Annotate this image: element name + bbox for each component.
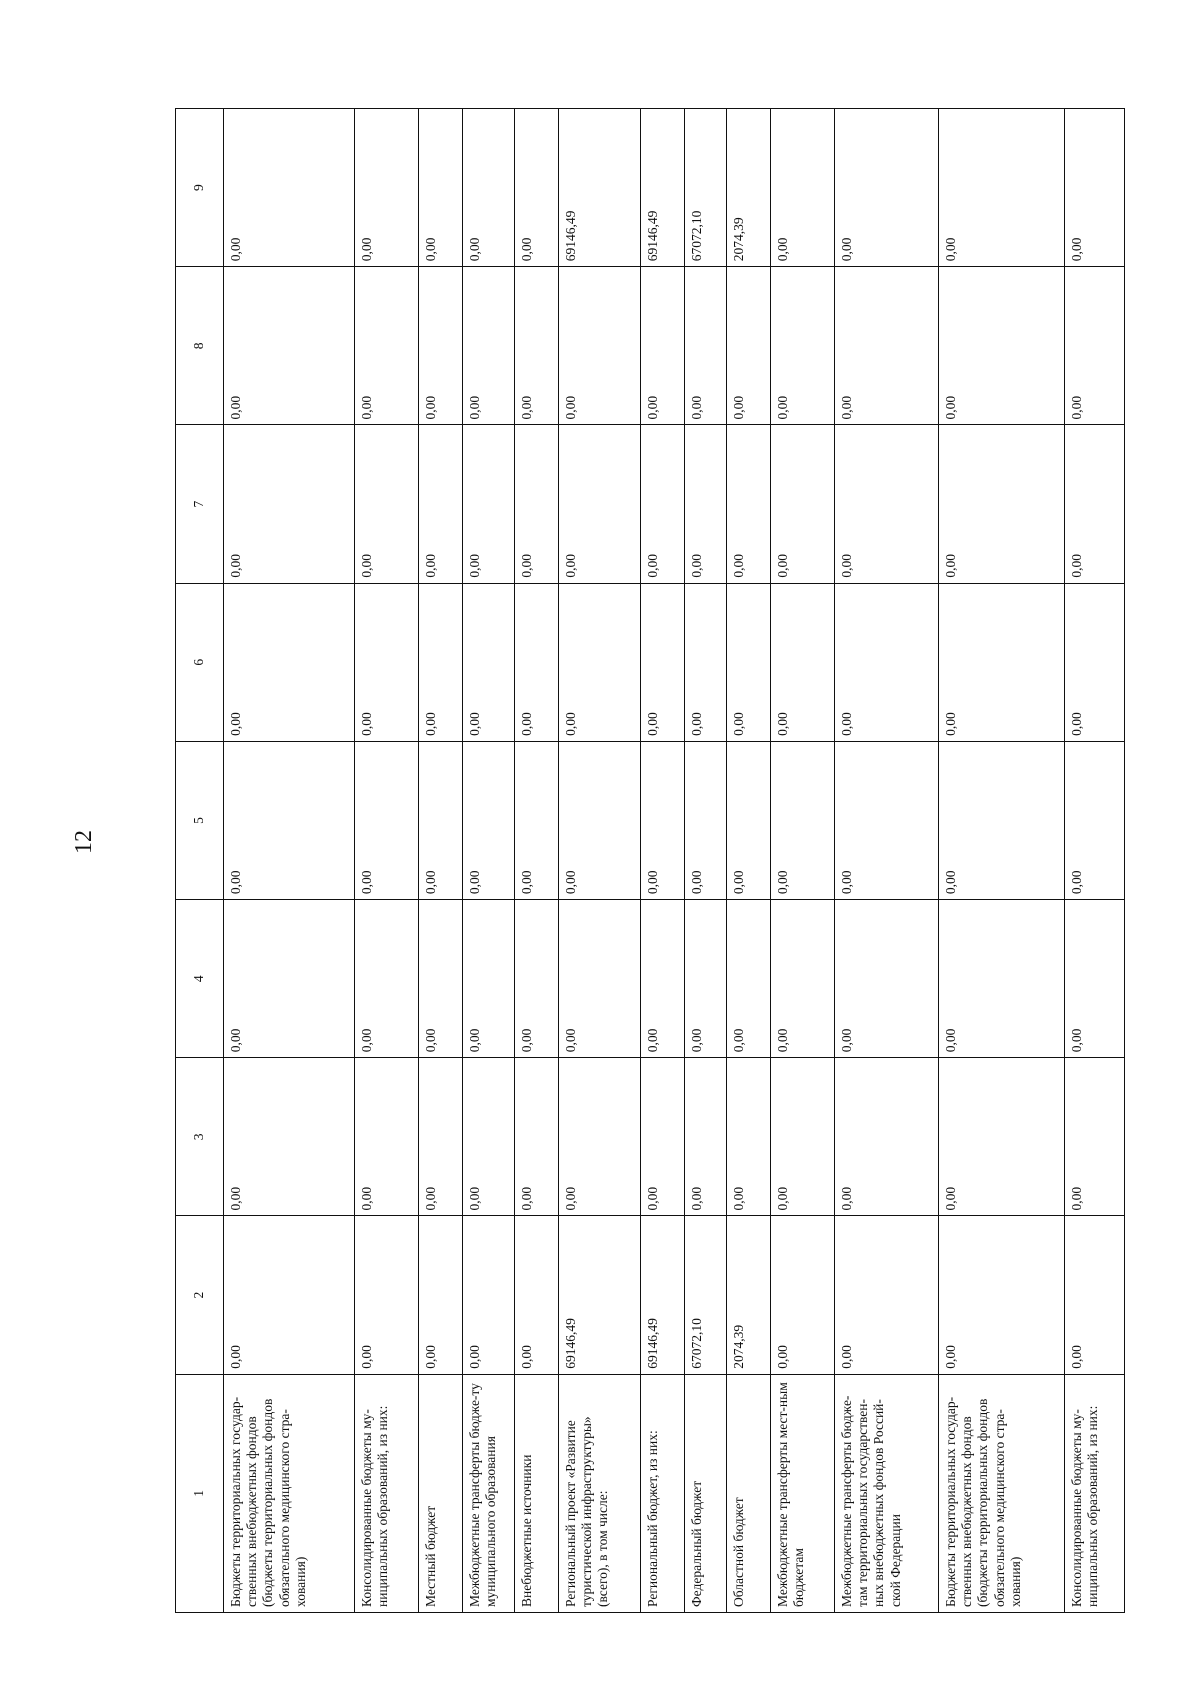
table-cell: 0,00 xyxy=(835,267,939,425)
table-cell: 0,00 xyxy=(727,741,771,899)
row-label: Консолидированные бюджеты му-ниципальных образований, из них: xyxy=(355,1374,419,1612)
table-row xyxy=(835,109,939,1613)
table-cell: 0,00 xyxy=(835,1058,939,1216)
table-cell: 0,00 xyxy=(224,1216,355,1374)
table-cell: 0,00 xyxy=(515,583,559,741)
table-cell: 0,00 xyxy=(355,583,419,741)
table-cell: 0,00 xyxy=(419,1216,463,1374)
table-cell: 0,00 xyxy=(355,109,419,267)
table-cell: 0,00 xyxy=(419,741,463,899)
table-cell: 0,00 xyxy=(224,425,355,583)
table-cell: 0,00 xyxy=(224,900,355,1058)
table-cell: 0,00 xyxy=(463,425,515,583)
table-cell: 0,00 xyxy=(835,741,939,899)
table-cell: 0,00 xyxy=(463,900,515,1058)
table-cell: 0,00 xyxy=(771,900,835,1058)
table-cell: 0,00 xyxy=(939,900,1065,1058)
table-cell: 0,00 xyxy=(835,1216,939,1374)
table-cell: 0,00 xyxy=(641,583,685,741)
table-row xyxy=(727,109,771,1613)
column-header: 7 xyxy=(176,425,224,583)
table-cell: 0,00 xyxy=(939,1216,1065,1374)
table-cell: 0,00 xyxy=(685,425,727,583)
table-cell: 0,00 xyxy=(835,583,939,741)
row-label: Бюджеты территориальных государ-ственных внебюджетных фондов (бюджеты территориальных фондов обязательного медицинского стра-хования) xyxy=(939,1374,1065,1612)
table-cell: 0,00 xyxy=(939,583,1065,741)
table-cell: 0,00 xyxy=(224,1058,355,1216)
row-label: Межбюджетные трансферты бюдже-там территориальных государствен-ных внебюджетных фондов Россий-ской Федерации xyxy=(835,1374,939,1612)
row-label: Региональный бюджет, из них: xyxy=(641,1374,685,1612)
table-cell: 0,00 xyxy=(515,741,559,899)
table-cell: 67072,10 xyxy=(685,109,727,267)
table-row xyxy=(771,109,835,1613)
table-cell: 0,00 xyxy=(463,1216,515,1374)
column-header: 1 xyxy=(176,1374,224,1612)
row-label: Межбюджетные трансферты мест-ным бюджетам xyxy=(771,1374,835,1612)
table-cell: 0,00 xyxy=(463,741,515,899)
table-row xyxy=(515,109,559,1613)
table-row xyxy=(463,109,515,1613)
table-cell: 0,00 xyxy=(939,425,1065,583)
table-cell: 0,00 xyxy=(1065,1058,1125,1216)
row-label: Местный бюджет xyxy=(419,1374,463,1612)
row-label: Межбюджетные трансферты бюдже-ту муниципального образования xyxy=(463,1374,515,1612)
table-cell: 0,00 xyxy=(727,900,771,1058)
table-cell: 0,00 xyxy=(559,425,641,583)
table-header-row xyxy=(176,109,224,1613)
table-cell: 0,00 xyxy=(939,109,1065,267)
table-cell: 0,00 xyxy=(224,741,355,899)
table-cell: 2074,39 xyxy=(727,1216,771,1374)
table-cell: 0,00 xyxy=(939,267,1065,425)
table-cell: 0,00 xyxy=(355,1058,419,1216)
column-header: 6 xyxy=(176,583,224,741)
table-cell: 0,00 xyxy=(419,1058,463,1216)
table-cell: 0,00 xyxy=(463,109,515,267)
table-cell: 0,00 xyxy=(939,741,1065,899)
table-cell: 0,00 xyxy=(771,267,835,425)
row-label: Федеральный бюджет xyxy=(685,1374,727,1612)
table-cell: 0,00 xyxy=(224,583,355,741)
column-header: 3 xyxy=(176,1058,224,1216)
table-cell: 0,00 xyxy=(515,900,559,1058)
table-cell: 0,00 xyxy=(1065,267,1125,425)
table-row xyxy=(685,109,727,1613)
table-cell: 0,00 xyxy=(641,900,685,1058)
column-header: 4 xyxy=(176,900,224,1058)
table-cell: 0,00 xyxy=(939,1058,1065,1216)
column-header: 5 xyxy=(176,741,224,899)
table-cell: 0,00 xyxy=(515,109,559,267)
table-cell: 0,00 xyxy=(835,425,939,583)
table-cell: 0,00 xyxy=(771,1216,835,1374)
table-cell: 0,00 xyxy=(1065,425,1125,583)
table-row xyxy=(939,109,1065,1613)
table-cell: 0,00 xyxy=(419,267,463,425)
table-row xyxy=(1065,109,1125,1613)
table-cell: 0,00 xyxy=(641,267,685,425)
page-number: 12 xyxy=(71,830,97,854)
table-cell: 0,00 xyxy=(559,267,641,425)
table-cell: 0,00 xyxy=(419,583,463,741)
table-cell: 0,00 xyxy=(771,109,835,267)
table-cell: 0,00 xyxy=(771,1058,835,1216)
table-cell: 0,00 xyxy=(727,267,771,425)
column-header: 8 xyxy=(176,267,224,425)
table-cell: 0,00 xyxy=(685,900,727,1058)
table-cell: 0,00 xyxy=(355,267,419,425)
table-cell: 0,00 xyxy=(1065,1216,1125,1374)
table-cell: 0,00 xyxy=(419,900,463,1058)
row-label: Консолидированные бюджеты му-ниципальных образований, из них: xyxy=(1065,1374,1125,1612)
table-cell: 0,00 xyxy=(685,741,727,899)
table-cell: 0,00 xyxy=(727,425,771,583)
table-cell: 0,00 xyxy=(685,267,727,425)
table-cell: 0,00 xyxy=(771,741,835,899)
table-cell: 0,00 xyxy=(419,425,463,583)
table-cell: 69146,49 xyxy=(559,1216,641,1374)
table-cell: 0,00 xyxy=(727,1058,771,1216)
table-cell: 0,00 xyxy=(1065,741,1125,899)
row-label: Региональный проект «Развитие туристической инфраструктуры» (всего), в том числе: xyxy=(559,1374,641,1612)
table-cell: 0,00 xyxy=(771,583,835,741)
table-cell: 0,00 xyxy=(727,583,771,741)
row-label: Бюджеты территориальных государ-ственных внебюджетных фондов (бюджеты территориальных фондов обязательного медицинского стра-хования) xyxy=(224,1374,355,1612)
table-row xyxy=(419,109,463,1613)
table-cell: 0,00 xyxy=(463,1058,515,1216)
table-cell: 0,00 xyxy=(515,267,559,425)
table-cell: 0,00 xyxy=(355,425,419,583)
table-row xyxy=(641,109,685,1613)
table-cell: 2074,39 xyxy=(727,109,771,267)
table-cell: 0,00 xyxy=(419,109,463,267)
table-cell: 0,00 xyxy=(463,267,515,425)
table-cell: 0,00 xyxy=(515,1058,559,1216)
table-cell: 0,00 xyxy=(835,109,939,267)
table-cell: 0,00 xyxy=(515,1216,559,1374)
table-row xyxy=(559,109,641,1613)
table-cell: 0,00 xyxy=(224,267,355,425)
table-cell: 0,00 xyxy=(641,1058,685,1216)
table-cell: 0,00 xyxy=(559,1058,641,1216)
table-cell: 69146,49 xyxy=(641,109,685,267)
table-cell: 67072,10 xyxy=(685,1216,727,1374)
table-cell: 0,00 xyxy=(355,900,419,1058)
column-header: 2 xyxy=(176,1216,224,1374)
table-row xyxy=(355,109,419,1613)
table-cell: 0,00 xyxy=(835,900,939,1058)
row-label: Областной бюджет xyxy=(727,1374,771,1612)
table-body xyxy=(224,109,1125,1613)
table-cell: 0,00 xyxy=(685,1058,727,1216)
table-cell: 0,00 xyxy=(1065,109,1125,267)
table-cell: 0,00 xyxy=(559,741,641,899)
table-cell: 0,00 xyxy=(1065,583,1125,741)
table-cell: 0,00 xyxy=(355,1216,419,1374)
table-cell: 0,00 xyxy=(559,900,641,1058)
table-cell: 0,00 xyxy=(559,583,641,741)
table-cell: 0,00 xyxy=(355,741,419,899)
budget-table xyxy=(175,108,1125,1613)
table-cell: 0,00 xyxy=(515,425,559,583)
table-cell: 0,00 xyxy=(641,425,685,583)
table-cell: 69146,49 xyxy=(559,109,641,267)
table-cell: 0,00 xyxy=(641,741,685,899)
table-cell: 0,00 xyxy=(685,583,727,741)
row-label: Внебюджетные источники xyxy=(515,1374,559,1612)
rotated-table-container xyxy=(175,108,1120,1613)
table-cell: 0,00 xyxy=(1065,900,1125,1058)
table-cell: 69146,49 xyxy=(641,1216,685,1374)
table-cell: 0,00 xyxy=(463,583,515,741)
column-header: 9 xyxy=(176,109,224,267)
table-cell: 0,00 xyxy=(771,425,835,583)
table-row xyxy=(224,109,355,1613)
table-cell: 0,00 xyxy=(224,109,355,267)
